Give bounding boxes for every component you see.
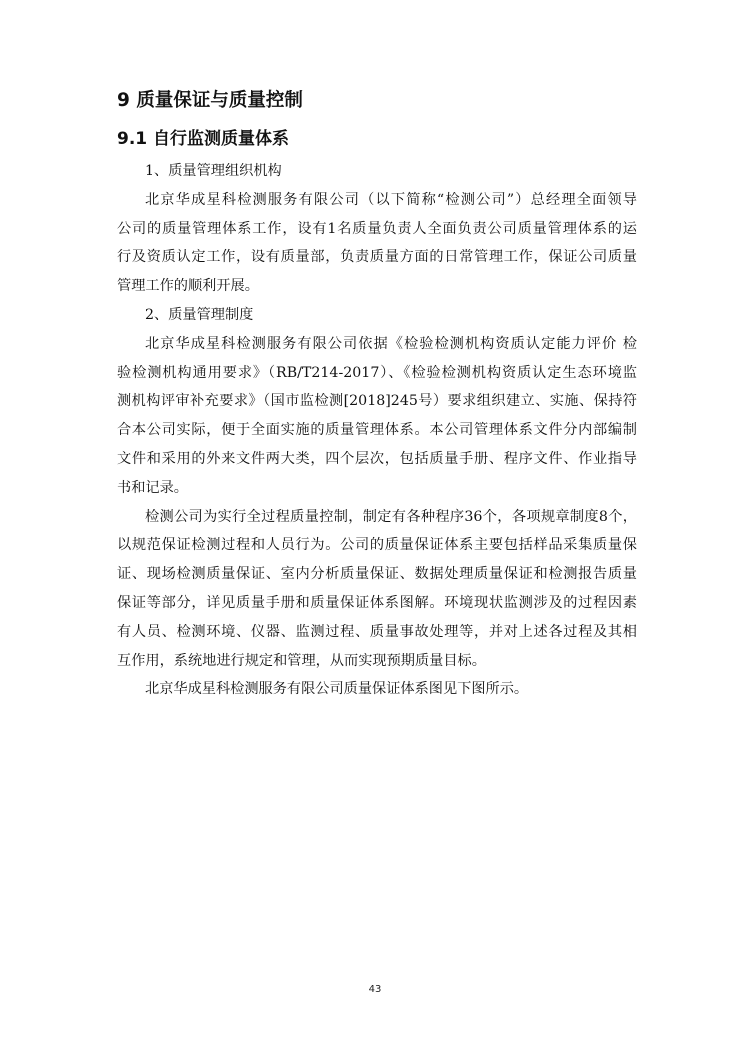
paragraph-line: 验检测机构通用要求》（RB/T214-2017）、《检验检测机构资质认定生态环境监 xyxy=(117,364,637,381)
paragraph-line: 公司的质量管理体系工作，设有1名质量负责人全面负责公司质量管理体系的运 xyxy=(117,220,637,237)
page-number: 43 xyxy=(368,984,382,995)
paragraph-line: 管理工作的顺利开展。 xyxy=(117,278,259,295)
paragraph-line: 合本公司实际，便于全面实施的质量管理体系。本公司管理体系文件分内部编制 xyxy=(117,422,637,439)
paragraph-line: 测机构评审补充要求》（国市监检测[2018]245号）要求组织建立、实施、保持符 xyxy=(117,393,637,410)
item-heading-organization: 1、质量管理组织机构 xyxy=(145,163,282,179)
paragraph-line: 北京华成星科检测服务有限公司（以下简称“检测公司”）总经理全面领导 xyxy=(145,191,637,208)
paragraph-line: 北京华成星科检测服务有限公司依据《检验检测机构资质认定能力评价 检 xyxy=(145,335,637,352)
paragraph-line: 证、现场检测质量保证、室内分析质量保证、数据处理质量保证和检测报告质量 xyxy=(117,566,637,583)
paragraph-line: 文件和采用的外来文件两大类，四个层次，包括质量手册、程序文件、作业指导 xyxy=(117,450,637,467)
item-heading-system: 2、质量管理制度 xyxy=(145,306,254,323)
paragraph-line: 北京华成星科检测服务有限公司质量保证体系图见下图所示。 xyxy=(145,681,529,698)
paragraph-line: 以规范保证检测过程和人员行为。公司的质量保证体系主要包括样品采集质量保 xyxy=(117,537,637,554)
paragraph-line: 检测公司为实行全过程质量控制，制定有各种程序36个，各项规章制度8个， xyxy=(145,508,637,525)
body-text xyxy=(117,157,637,704)
subsection-heading: 9.1 自行监测质量体系 xyxy=(117,129,290,149)
paragraph-line: 保证等部分，详见质量手册和质量保证体系图解。环境现状监测涉及的过程因素 xyxy=(117,594,637,611)
paragraph-line: 互作用，系统地进行规定和管理，从而实现预期质量目标。 xyxy=(117,652,486,669)
paragraph-line: 行及资质认定工作，设有质量部，负责质量方面的日常管理工作，保证公司质量 xyxy=(117,249,637,266)
section-heading: 9 质量保证与质量控制 xyxy=(117,90,303,111)
paragraph-line: 书和记录。 xyxy=(117,479,188,496)
paragraph-line: 有人员、检测环境、仪器、监测过程、质量事故处理等，并对上述各过程及其相 xyxy=(117,623,637,640)
